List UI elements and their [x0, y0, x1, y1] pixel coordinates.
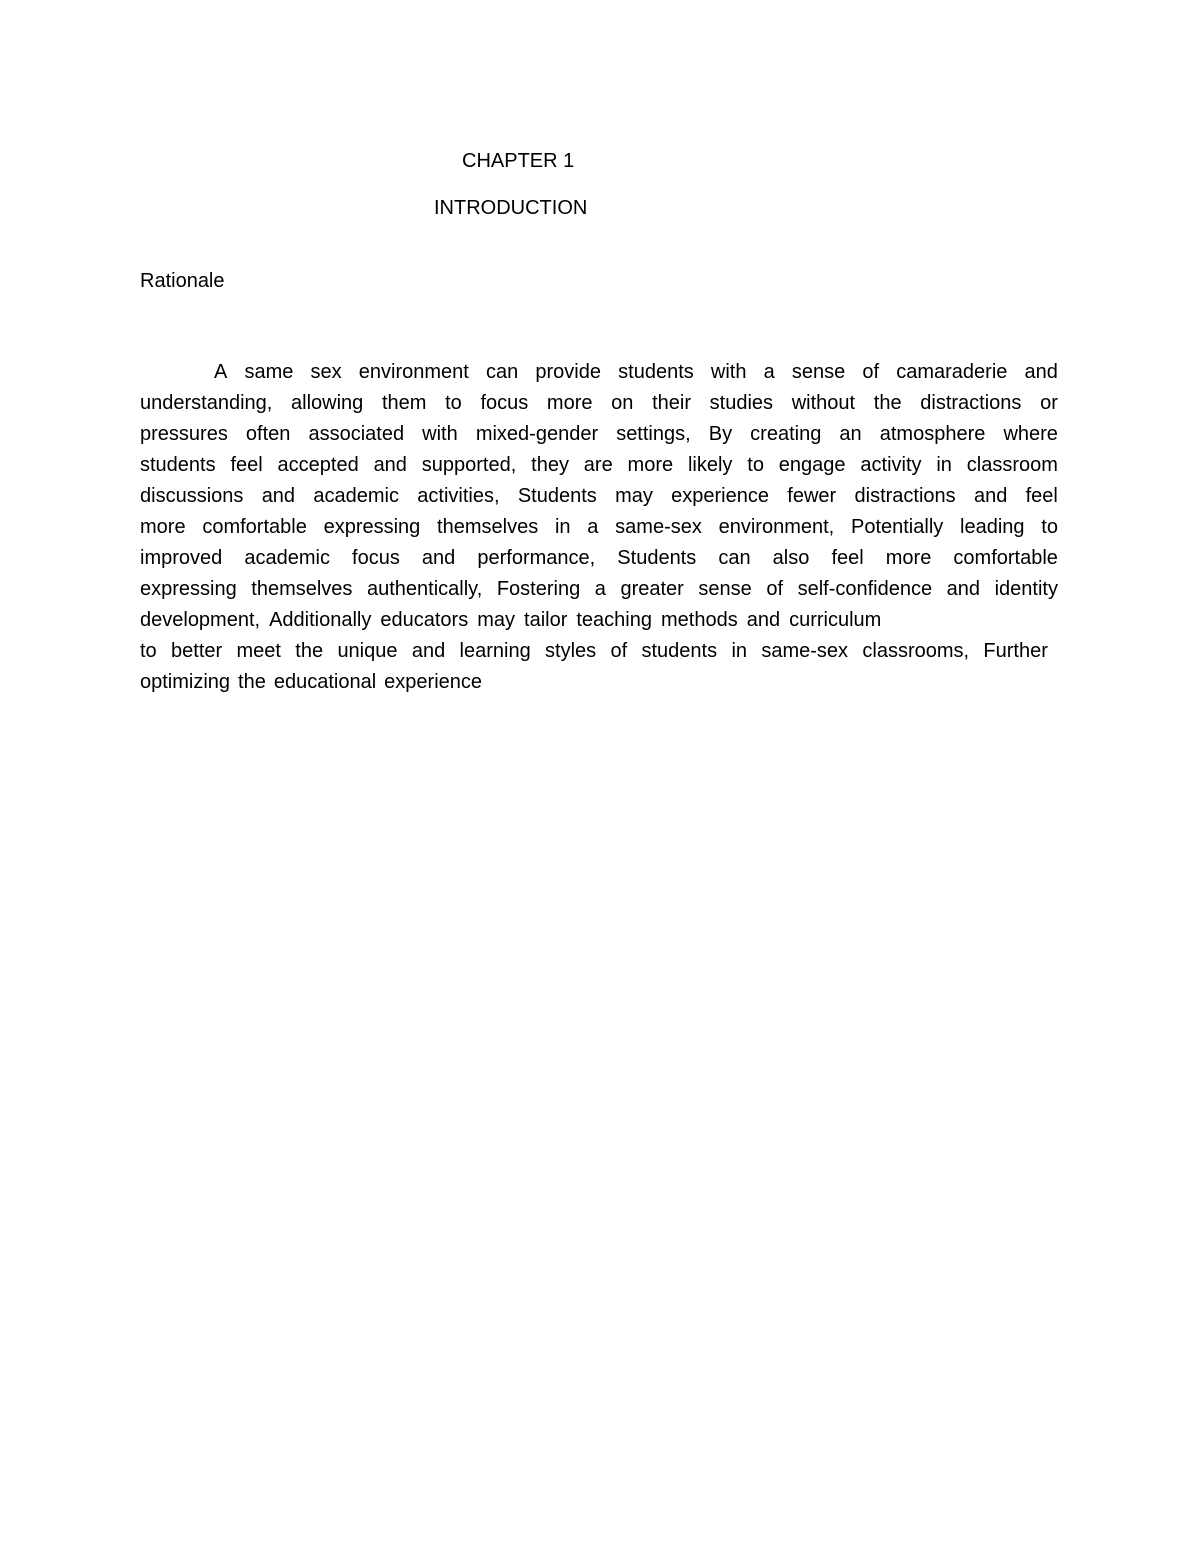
paragraph-line: A same sex environment can provide students with a sense of camaraderie and	[214, 361, 1058, 383]
paragraph-line: to better meet the unique and learning styles of students in same-sex classrooms, Further	[140, 640, 1048, 662]
paragraph-line: improved academic focus and performance, Students can also feel more comfortable	[140, 547, 1058, 569]
paragraph-line: understanding, allowing them to focus more on their studies without the distractions or	[140, 392, 1058, 414]
paragraph-line: more comfortable expressing themselves in a same-sex environment, Potentially leading to	[140, 516, 1058, 538]
chapter-title: INTRODUCTION	[434, 197, 588, 219]
rationale-paragraph	[140, 357, 1058, 698]
paragraph-line: pressures often associated with mixed-gender settings, By creating an atmosphere where	[140, 423, 1058, 445]
paragraph-line: development, Additionally educators may tailor teaching methods and curriculum	[140, 609, 882, 631]
chapter-number: CHAPTER 1	[462, 150, 575, 172]
paragraph-line: discussions and academic activities, Students may experience fewer distractions and feel	[140, 485, 1058, 507]
paragraph-line: students feel accepted and supported, they are more likely to engage activity in classroom	[140, 454, 1058, 476]
section-heading: Rationale	[140, 270, 225, 292]
paragraph-line: expressing themselves authentically, Fostering a greater sense of self-confidence and identity	[140, 578, 1058, 600]
paragraph-line: optimizing the educational experience	[140, 671, 483, 693]
